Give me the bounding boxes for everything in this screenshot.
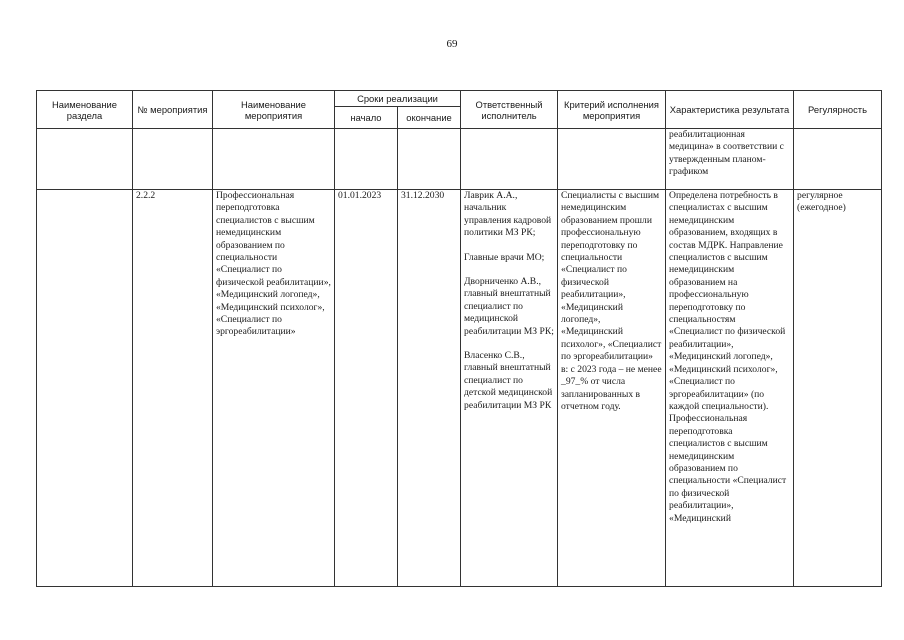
header-number: № мероприятия bbox=[133, 91, 213, 129]
cell-empty bbox=[461, 129, 558, 190]
row-result: Определена потребность в специалистах с высшим немедицинским образованием, входящих в состав МДРК. Направление специалистов с высшим немедицинским образованием на профессиональную переподготовку по специальностям «Специалист по физической реабилитации», «Медицинский логопед», «Медицинский психолог», «Специалист по эргореабилитации» (по каждой специальности). Профессиональная переподготовка специалистов с высшим немедицинским образованием по специальности «Специалист по физической реабилитации», «Медицинский bbox=[666, 190, 794, 587]
header-section: Наименование раздела bbox=[37, 91, 133, 129]
header-end: окончание bbox=[398, 107, 461, 129]
header-timeframe: Сроки реализации bbox=[335, 91, 461, 107]
header-responsible: Ответственный исполнитель bbox=[461, 91, 558, 129]
row-activity: Профессиональная переподготовка специалистов с высшим немедицинским образованием по специальности «Специалист по физической реабилитации», «Медицинский логопед», «Медицинский психолог», «Специалист по эргореабилитации» bbox=[213, 190, 335, 587]
row-criterion: Специалисты с высшим немедицинским образованием прошли профессиональную переподготовку по специальности «Специалист по физической реабилитации», «Медицинский логопед», «Медицинский психолог», «Специалист по эргореабилитации» в: с 2023 года – не менее _97_% от числа запланированных в отчетном году. bbox=[558, 190, 666, 587]
row-responsible bbox=[461, 190, 558, 587]
activity-table bbox=[36, 90, 882, 587]
header-activity: Наименование мероприятия bbox=[213, 91, 335, 129]
header-regularity: Регулярность bbox=[794, 91, 882, 129]
row-start: 01.01.2023 bbox=[335, 190, 398, 587]
row-end: 31.12.2030 bbox=[398, 190, 461, 587]
cell-empty bbox=[335, 129, 398, 190]
header-criterion: Критерий исполнения мероприятия bbox=[558, 91, 666, 129]
header-result: Характеристика результата bbox=[666, 91, 794, 129]
header-start: начало bbox=[335, 107, 398, 129]
responsible-entry: Власенко С.В., главный внештатный специалист по детской медицинской реабилитации МЗ РК bbox=[464, 350, 553, 411]
continuation-row bbox=[37, 129, 882, 190]
section-cell bbox=[37, 190, 133, 587]
page-number: 69 bbox=[446, 38, 458, 50]
row-regularity: регулярное (ежегодное) bbox=[794, 190, 882, 587]
cell-empty bbox=[794, 129, 882, 190]
cell-empty bbox=[133, 129, 213, 190]
cell-empty bbox=[398, 129, 461, 190]
cell-empty bbox=[37, 129, 133, 190]
table-row bbox=[37, 190, 882, 587]
cell-empty bbox=[213, 129, 335, 190]
responsible-entry: Дворниченко А.В., главный внештатный специалист по медицинской реабилитации МЗ РК; bbox=[464, 276, 554, 337]
continuation-result: реабилитационная медицина» в соответствии с утвержденным планом-графиком bbox=[666, 129, 794, 190]
cell-empty bbox=[558, 129, 666, 190]
responsible-entry: Лаврик А.А., начальник управления кадровой политики МЗ РК; bbox=[464, 190, 552, 239]
responsible-entry: Главные врачи МО; bbox=[464, 251, 545, 263]
row-number: 2.2.2 bbox=[133, 190, 213, 587]
